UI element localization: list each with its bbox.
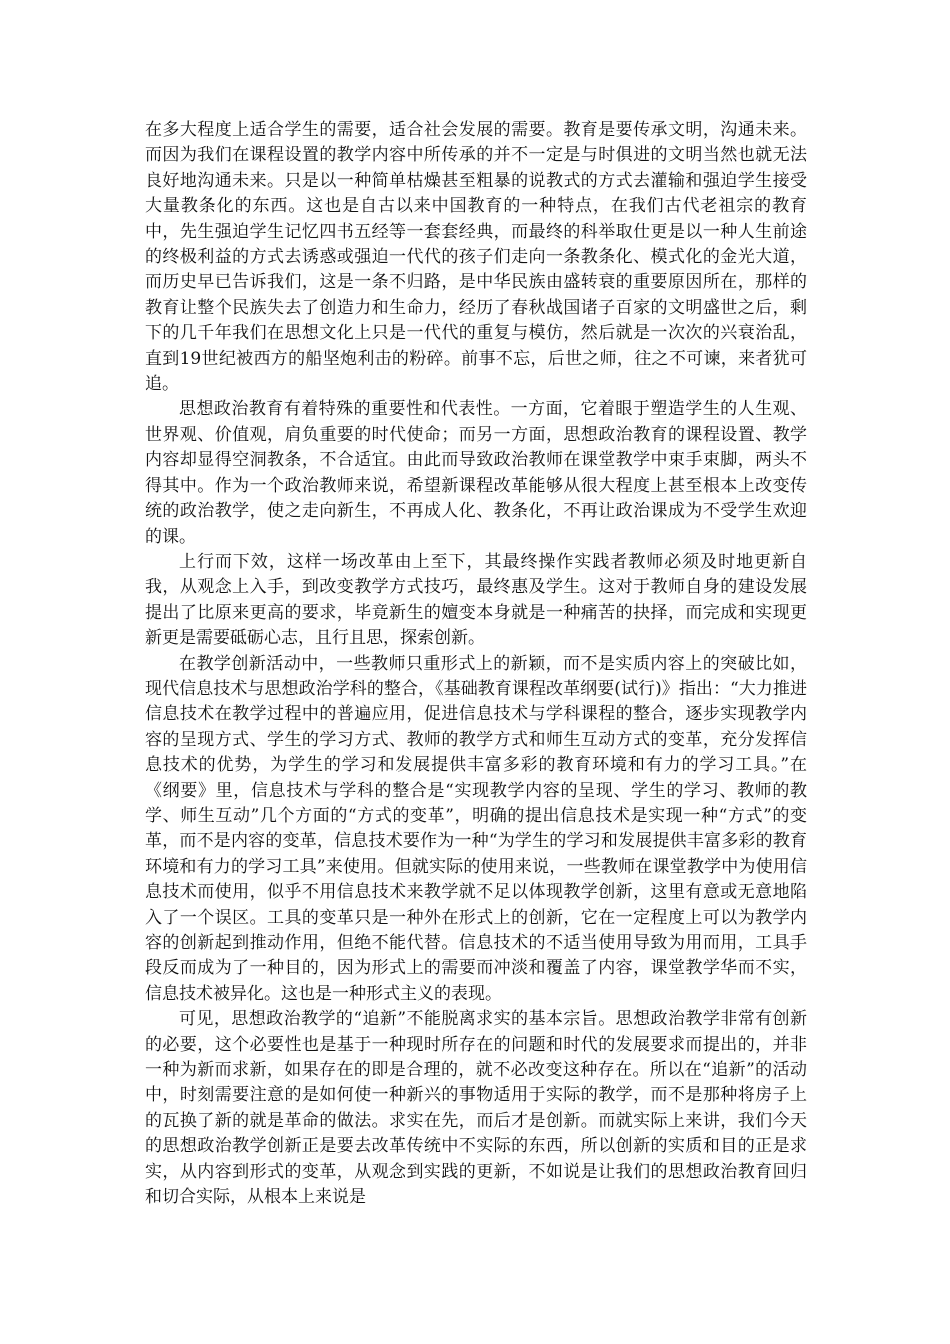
paragraph-1: 在多大程度上适合学生的需要，适合社会发展的需要。教育是要传承文明，沟通未来。而因为我们在课程设置的教学内容中所传承的并不一定是与时俱进的文明当然也就无法良好地沟通未来。只是以一种简单枯燥甚至粗暴的说教式的方式去灌输和强迫学生接受大量教条化的东西。这也是自古以来中国教育的一种特点，在我们古代老祖宗的教育中，先生强迫学生记忆四书五经等一套套经典，而最终的科举取仕更是以一种人生前途的终极利益的方式去诱惑或强迫一代代的孩子们走向一条教条化、模式化的金光大道，而历史早已告诉我们，这是一条不归路，是中华民族由盛转衰的重要原因所在，那样的教育让整个民族失去了创造力和生命力，经历了春秋战国诸子百家的文明盛世之后，剩下的几千年我们在思想文化上只是一代代的重复与模仿，然后就是一次次的兴衰治乱，直到19世纪被西方的船坚炮利击的粉碎。前事不忘，后世之师，往之不可谏，来者犹可追。 [145,120,807,395]
paragraph-3: 上行而下效，这样一场改革由上至下，其最终操作实践者教师必须及时地更新自我，从观念上入手，到改变教学方式技巧，最终惠及学生。这对于教师自身的建设发展提出了比原来更高的要求，毕竟新生的嬗变本身就是一种痛苦的抉择，而完成和实现更新更是需要砥砺心志，且行且思，探索创新。 [145,551,807,649]
paragraph-5: 可见，思想政治教学的“追新”不能脱离求实的基本宗旨。思想政治教学非常有创新的必要，这个必要性也是基于一种现时所存在的问题和时代的发展要求而提出的，并非一种为新而求新，如果存在的即是合理的，就不必改变这种存在。所以在“追新”的活动中，时刻需要注意的是如何使一种新兴的事物适用于实际的教学，而不是那种将房子上的瓦换了新的就是革命的做法。求实在先，而后才是创新。而就实际上来讲，我们今天的思想政治教学创新正是要去改革传统中不实际的东西，所以创新的实质和目的正是求实，从内容到形式的变革，从观念到实践的更新，不如说是让我们的思想政治教育回归和切合实际，从根本上来说是 [145,1009,807,1208]
document-page [145,118,807,1210]
paragraph-2: 思想政治教育有着特殊的重要性和代表性。一方面，它着眼于塑造学生的人生观、世界观、价值观，肩负重要的时代使命；而另一方面，思想政治教育的课程设置、教学内容却显得空洞教条，不合适宜。由此而导致政治教师在课堂教学中束手束脚，两头不得其中。作为一个政治教师来说，希望新课程改革能够从很大程度上甚至根本上改变传统的政治教学，使之走向新生，不再成人化、教条化，不再让政治课成为不受学生欢迎的课。 [145,399,807,547]
paragraph-4: 在教学创新活动中，一些教师只重形式上的新颖，而不是实质内容上的突破比如，现代信息技术与思想政治学科的整合，《基础教育课程改革纲要(试行)》指出：“大力推进信息技术在教学过程中的普遍应用，促进信息技术与学科课程的整合，逐步实现教学内容的呈现方式、学生的学习方式、教师的教学方式和师生互动方式的变革，充分发挥信息技术的优势，为学生的学习和发展提供丰富多彩的教育环境和有力的学习工具。”在《纲要》里，信息技术与学科的整合是“实现教学内容的呈现、学生的学习、教师的教学、师生互动”几个方面的“方式的变革”，明确的提出信息技术是实现一种“方式”的变革，而不是内容的变革，信息技术要作为一种“为学生的学习和发展提供丰富多彩的教育环境和有力的学习工具”来使用。但就实际的使用来说，一些教师在课堂教学中为使用信息技术而使用，似乎不用信息技术来教学就不足以体现教学创新，这里有意或无意地陷入了一个误区。工具的变革只是一种外在形式上的创新，它在一定程度上可以为教学内容的创新起到推动作用，但绝不能代替。信息技术的不适当使用导致为用而用，工具手段反而成为了一种目的，因为形式上的需要而冲淡和覆盖了内容，课堂教学华而不实，信息技术被异化。这也是一种形式主义的表现。 [145,653,807,1004]
